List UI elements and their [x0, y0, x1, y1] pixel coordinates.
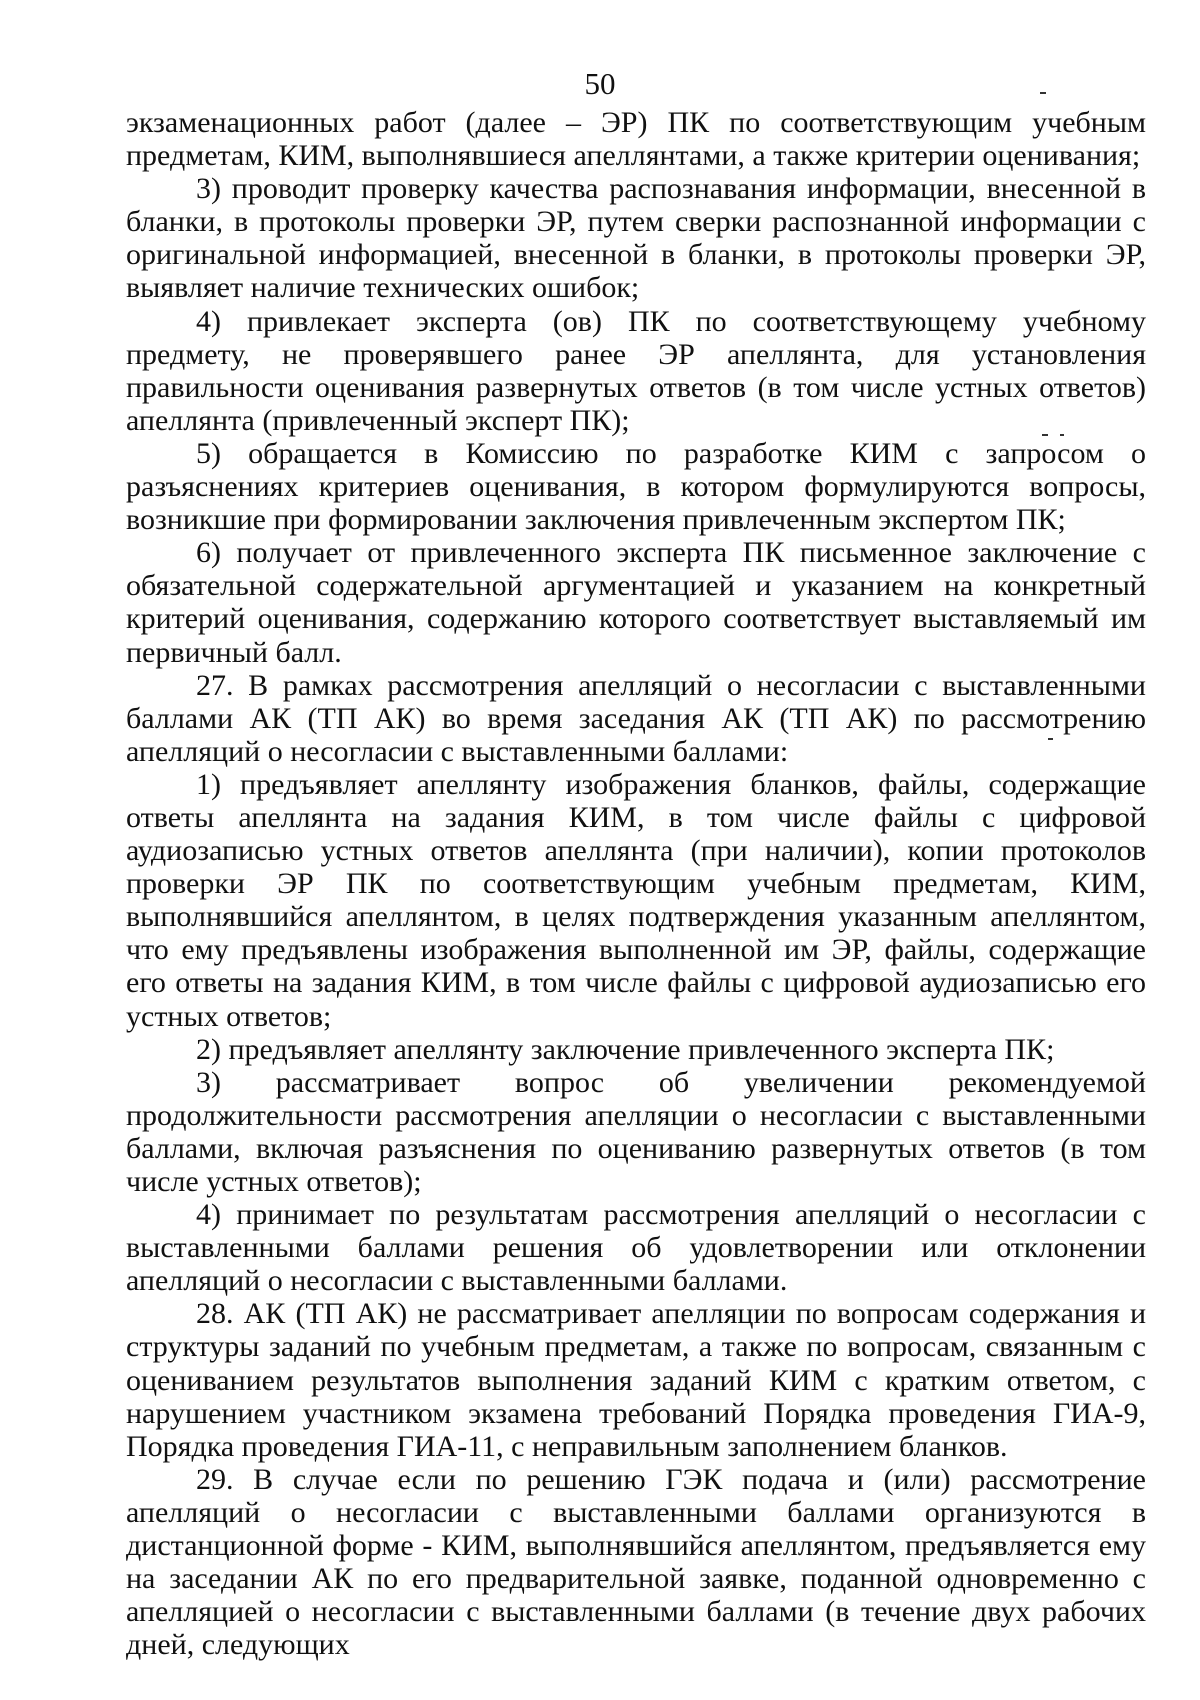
scan-speck — [1042, 434, 1048, 436]
paragraph-29: 29. В случае если по решению ГЭК подача и (или) рассмотрение апелляций о несогласии с выставленными баллами организуются в дистанционной форме - КИМ, выполнявшийся апеллянтом, предъявляется ему на заседании АК по его предварительной заявке, поданной одновременно с апелляцией о несогласии с выставленными баллами (в течение двух рабочих дней, следующих — [126, 1462, 1146, 1662]
document-body — [126, 106, 1146, 1661]
scan-speck — [1060, 434, 1064, 436]
page-number: 50 — [584, 66, 616, 101]
paragraph-item-3: 3) проводит проверку качества распознавания информации, внесенной в бланки, в протоколы проверки ЭР, путем сверки распознанной информации с оригинальной информацией, внесенной в бланки, в протоколы проверки ЭР, выявляет наличие технических ошибок; — [126, 172, 1146, 305]
paragraph-27-item-3: 3) рассматривает вопрос об увеличении рекомендуемой продолжительности рассмотрения апелляции о несогласии с выставленными баллами, включая разъяснения по оцениванию развернутых ответов (в том числе устных ответов); — [126, 1065, 1146, 1198]
paragraph-27-item-4: 4) принимает по результатам рассмотрения апелляций о несогласии с выставленными баллами решения об удовлетворении или отклонении апелляций о несогласии с выставленными баллами. — [126, 1198, 1146, 1298]
paragraph-intro-continuation: экзаменационных работ (далее – ЭР) ПК по соответствующим учебным предметам, КИМ, выполнявшиеся апеллянтами, а также критерии оценивания; — [126, 106, 1146, 173]
paragraph-item-4: 4) привлекает эксперта (ов) ПК по соответствующему учебному предмету, не проверявшего ранее ЭР апеллянта, для установления правильности оценивания развернутых ответов (в том числе устных ответов) апеллянта (привлеченный эксперт ПК); — [126, 304, 1146, 437]
scan-speck — [1048, 738, 1053, 740]
paragraph-27-item-1: 1) предъявляет апеллянту изображения бланков, файлы, содержащие ответы апеллянта на задания КИМ, в том числе файлы с цифровой аудиозаписью устных ответов апеллянта (при наличии), копии протоколов проверки ЭР ПК по соответствующим учебным предметам, КИМ, выполнявшийся апеллянтом, в целях подтверждения указанным апеллянтом, что ему предъявлены изображения выполненной им ЭР, файлы, содержащие его ответы на задания КИМ, в том числе файлы с цифровой аудиозаписью его устных ответов; — [126, 767, 1146, 1033]
paragraph-28: 28. АК (ТП АК) не рассматривает апелляции по вопросам содержания и структуры заданий по учебным предметам, а также по вопросам, связанным с оцениванием результатов выполнения заданий КИМ с кратким ответом, с нарушением участником экзамена требований Порядка проведения ГИА-9, Порядка проведения ГИА-11, с неправильным заполнением бланков. — [126, 1297, 1146, 1463]
paragraph-item-5: 5) обращается в Комиссию по разработке КИМ с запросом о разъяснениях критериев оценивания, в котором формулируются вопросы, возникшие при формировании заключения привлеченным экспертом ПК; — [126, 436, 1146, 537]
paragraph-27-item-2: 2) предъявляет апеллянту заключение привлеченного эксперта ПК; — [196, 1032, 1055, 1066]
paragraph-27: 27. В рамках рассмотрения апелляций о несогласии с выставленными баллами АК (ТП АК) во время заседания АК (ТП АК) по рассмотрению апелляций о несогласии с выставленными баллами: — [126, 668, 1146, 768]
paragraph-item-6: 6) получает от привлеченного эксперта ПК письменное заключение с обязательной содержательной аргументацией и указанием на конкретный критерий оценивания, содержанию которого соответствует выставляемый им первичный балл. — [126, 536, 1146, 669]
scan-speck — [1040, 92, 1046, 94]
